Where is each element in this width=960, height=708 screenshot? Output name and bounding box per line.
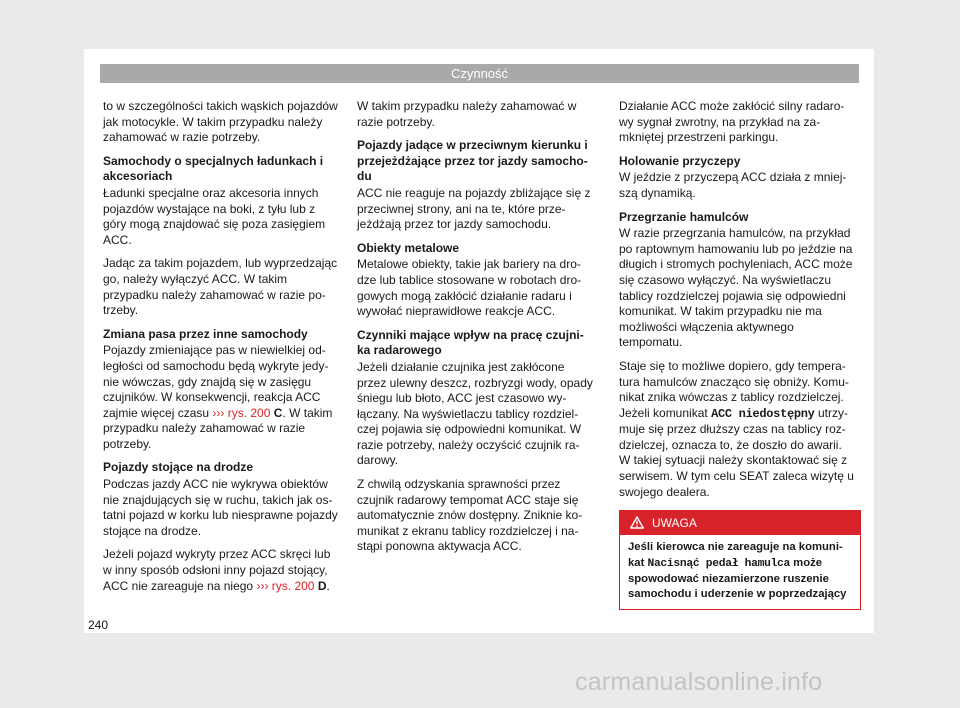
paragraph: ACC nie reaguje na pojazdy zbliżające się z przeciwnej strony, ani na te, które przejeżdżają przez tor jazdy samochodu. [357,185,591,232]
paragraph: to w szczególności takich wąskich pojazdów jak motocykle. W takim przypadku należy zahamować w razie potrzeby. [103,99,338,145]
paragraph [103,547,339,594]
section-heading: Pojazdy stojące na drodze [103,460,254,475]
paragraph: Jadąc za takim pojazdem, lub wyprzedzając go, należy wyłączyć ACC. W takim przypadku należy zahamować w razie potrzeby. [103,256,338,318]
text: może spowodować niezamierzone ruszenie samochodu i uderzenie w poprzedzający [628,556,847,601]
text: . W takim przypadku należy zahamować w razie potrzeby. [103,405,333,451]
page-number: 240 [88,618,109,632]
column-2 [357,99,593,563]
column-1 [103,99,339,602]
text: Jeżeli pojazd wykryty przez ACC skręci lub w inny sposób odsłoni inny pojazd stojący, ACC nie zareaguje na niego [103,547,331,593]
paragraph: Z chwilą odzyskania sprawności przez czujnik radarowy tempomat ACC staje się automatycznie znów dostępny. Zniknie komunikat z ekranu tablicy rozdzielczej i nastąpi ponowna aktywacja ACC. [357,477,583,554]
figure-reference-link[interactable]: ››› rys. 200 [212,405,271,420]
figure-reference-letter: D [317,578,327,593]
watermark: carmanualsonline.info [575,668,823,696]
text: . [326,578,330,593]
section-heading: Pojazdy jadące w przeciwnym kierunku i przejeżdżające przez tor jazdy samochodu [357,138,588,184]
paragraph [103,343,339,452]
warning-title: UWAGA [652,516,697,531]
paragraph: W takim przypadku należy zahamować w razie potrzeby. [357,99,577,129]
text: utrzymuje się przez dłuższy czas na tablicy rozdzielczej, oznacza to, że doszło do awarii. W takiej sytuacji należy skontaktować się z serwisem. W tym celu SEAT zaleca wizytę u swojego dealera. [619,405,854,499]
text: Jeśli kierowca nie zareaguje na komunikat [628,541,843,569]
warning-body [620,535,860,609]
warning-triangle-icon [630,513,644,537]
text: Pojazdy zmieniające pas w niewielkiej odległości od samochodu będą wykryte jedynie wówczas, gdy znajdą się w zasięgu czujników. W konsekwencji, reakcja ACC zajmie więcej czasu [103,343,329,420]
section-heading: Zmiana pasa przez inne samochody [103,326,308,341]
section-heading: Holowanie przyczepy [619,153,741,168]
section-heading: Obiekty metalowe [357,240,460,255]
section-heading: Przegrzanie hamulców [619,209,749,224]
warning-header [620,511,860,535]
warning-box [619,510,861,610]
display-message: Nacisnąć pedał hamulca [647,557,791,570]
paragraph: Ładunki specjalne oraz akcesoria innych pojazdów wystające na boki, z tyłu lub z góry mogą znajdować się poza zasięgiem ACC. [103,185,326,247]
figure-reference-link[interactable]: ››› rys. 200 [256,578,315,593]
paragraph: Jeżeli działanie czujnika jest zakłócone przez ulewny deszcz, rozbryzgi wody, opady śniegu lub błoto, ACC jest czasowo wyłączany. Na wyświetlaczu tablicy rozdzielczej pojawia się odpowiedni komunikat. W razie potrzeby, należy oczyścić czujnik radarowy. [357,359,593,468]
text: Staje się to możliwe dopiero, gdy temperatura hamulców znacząco się obniży. Komunikat znika wówczas z tablicy rozdzielczej. Jeżeli komunikat [619,358,849,420]
page-header: Czynność [100,64,859,83]
paragraph: Działanie ACC może zakłócić silny radarowy sygnał zwrotny, na przykład na zamkniętej przestrzeni parkingu. [619,99,845,145]
section-heading: Czynniki mające wpływ na pracę czujnika radarowego [357,327,584,358]
paragraph: Metalowe obiekty, takie jak bariery na drodze lub tablice stosowane w robotach drogowych mogą zakłócić działanie radaru i wywołać nieprawidłowe reakcje ACC. [357,257,582,319]
column-3 [619,99,855,610]
display-message: ACC niedostępny [711,406,815,421]
paragraph: Podczas jazdy ACC nie wykrywa obiektów nie znajdujących się w ruchu, takich jak ostatni pojazd w korku lub niesprawne pojazdy stojące na drodze. [103,477,338,538]
section-heading: Samochody o specjalnych ładunkach i akcesoriach [103,153,324,184]
paragraph: W razie przegrzania hamulców, na przykład po raptownym hamowaniu lub po jeździe na długich i stromych pochyleniach, ACC może się czasowo wyłączyć. Na wyświetlaczu tablicy rozdzielczej pojawia się odpowiedni komunikat. W takim przypadku nie ma możliwości włączenia aktywnego tempomatu. [619,226,853,350]
paragraph: W jeździe z przyczepą ACC działa z mniejszą dynamiką. [619,170,847,200]
figure-reference-letter: C [273,405,283,420]
paragraph [619,359,855,500]
